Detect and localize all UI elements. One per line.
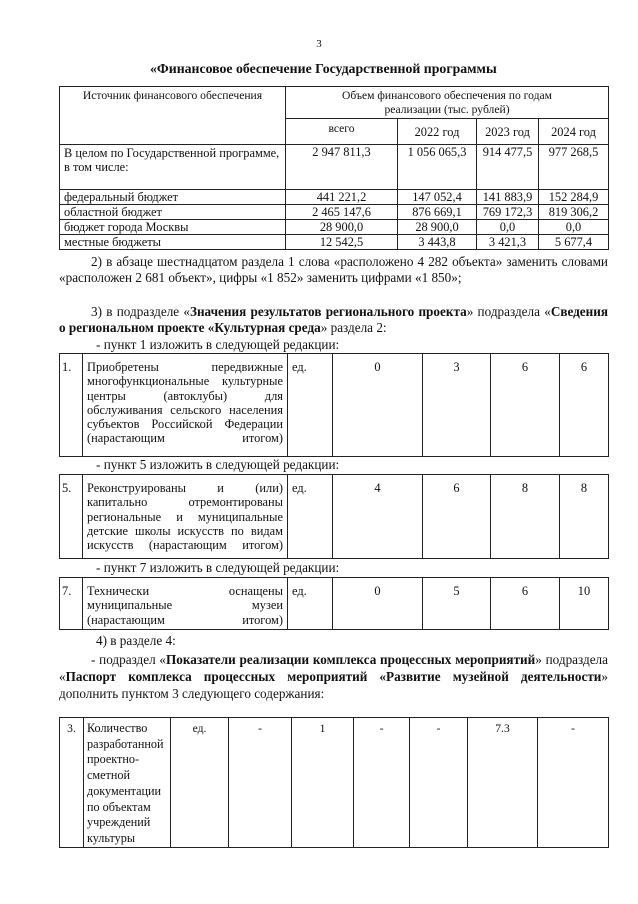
item-value-3: 6 bbox=[491, 354, 560, 457]
table-row bbox=[60, 205, 609, 220]
finance-table bbox=[59, 86, 609, 250]
table-row bbox=[60, 578, 609, 630]
para-3-text-1: 3) в подразделе « bbox=[91, 304, 190, 319]
para-4-bold-1: Показатели реализации комплекса процессных мероприятий bbox=[166, 652, 536, 667]
item-number: 3. bbox=[60, 718, 84, 848]
para-4-text-2: » подраздела « bbox=[59, 652, 608, 684]
col-2022: 2022 год bbox=[398, 119, 477, 145]
section-heading: «Финансовое обеспечение Государственной программы bbox=[150, 61, 497, 76]
finance-table-header-row bbox=[60, 87, 609, 119]
table-row bbox=[60, 475, 609, 559]
item-text-content: Приобретены передвижные многофункциональные культурные центры (автоклубы) для обслуживания сельского населения субъектов Российской Федерации (нарастающим итогом) bbox=[87, 360, 283, 446]
item-value-4: 6 bbox=[560, 354, 609, 457]
item-value-3: 6 bbox=[491, 578, 560, 630]
page-number: 3 bbox=[316, 38, 322, 50]
item-value-1: 0 bbox=[333, 578, 423, 630]
row-label: областной бюджет bbox=[60, 205, 286, 220]
note-item-5: - пункт 5 изложить в следующей редакции: bbox=[96, 457, 340, 472]
row-label: федеральный бюджет bbox=[60, 190, 286, 205]
item-cell-4: - bbox=[410, 718, 468, 848]
item-number: 7. bbox=[60, 578, 83, 630]
result-table-item-7 bbox=[59, 577, 609, 630]
row-2022: 28 900,0 bbox=[398, 220, 477, 235]
row-2023: 769 172,3 bbox=[477, 205, 539, 220]
result-table-item-5 bbox=[59, 474, 609, 559]
row-2023: 0,0 bbox=[477, 220, 539, 235]
item-cell-5: 7.3 bbox=[468, 718, 538, 848]
para-4-bold-2: Паспорт комплекса процессных мероприятий «Развитие музейной деятельности bbox=[65, 669, 602, 684]
paragraph-4-sub bbox=[59, 651, 608, 702]
col-total: всего bbox=[286, 119, 398, 145]
item-value-2: 3 bbox=[423, 354, 491, 457]
row-2022: 3 443,8 bbox=[398, 235, 477, 250]
col-2023: 2023 год bbox=[477, 119, 539, 145]
item-cell-1: - bbox=[229, 718, 292, 848]
item-value-3: 8 bbox=[491, 475, 560, 559]
row-2024: 5 677,4 bbox=[539, 235, 609, 250]
item-value-4: 10 bbox=[560, 578, 609, 630]
row-2022: 147 052,4 bbox=[398, 190, 477, 205]
note-item-1: - пункт 1 изложить в следующей редакции: bbox=[96, 337, 340, 352]
row-total: 2 947 811,3 bbox=[286, 145, 398, 190]
item-unit: ед. bbox=[288, 578, 333, 630]
paragraph-3 bbox=[59, 304, 608, 336]
row-2024: 819 306,2 bbox=[539, 205, 609, 220]
item-unit: ед. bbox=[288, 354, 333, 457]
row-2023: 914 477,5 bbox=[477, 145, 539, 190]
paragraph-4: 4) в разделе 4: bbox=[96, 633, 176, 648]
item-unit: ед. bbox=[171, 718, 229, 848]
para-3-bold-1: Значения результатов регионального проекта bbox=[190, 304, 467, 319]
item-number: 5. bbox=[60, 475, 83, 559]
item-text bbox=[83, 475, 288, 559]
item-value-1: 4 bbox=[333, 475, 423, 559]
table-row bbox=[60, 718, 609, 848]
row-total: 441 221,2 bbox=[286, 190, 398, 205]
paragraph-2: 2) в абзаце шестнадцатом раздела 1 слова «расположено 4 282 объекта» заменить словами «расположен 2 681 объект», цифры «1 852» заменить цифрами «1 850»; bbox=[59, 254, 608, 285]
col-2024: 2024 год bbox=[539, 119, 609, 145]
row-2022: 876 669,1 bbox=[398, 205, 477, 220]
para-4-text-3: » дополнить пунктом 3 следующего содержания: bbox=[59, 669, 608, 701]
row-label: В целом по Государственной программе, в том числе: bbox=[60, 145, 286, 190]
para-3-text-3: » раздела 2: bbox=[320, 320, 387, 335]
item-text: Количество разработанной проектно-сметной документации по объектам учреждений культуры bbox=[84, 718, 171, 848]
table-row bbox=[60, 354, 609, 457]
result-table-item-1 bbox=[59, 353, 609, 457]
item-value-4: 8 bbox=[560, 475, 609, 559]
item-value-1: 0 bbox=[333, 354, 423, 457]
item-text-content: Технически оснащены муниципальные музеи (нарастающим итогом) bbox=[87, 584, 283, 627]
para-4-text-1: - подраздел « bbox=[91, 652, 167, 667]
row-2023: 141 883,9 bbox=[477, 190, 539, 205]
process-indicators-table bbox=[59, 717, 609, 848]
row-2024: 152 284,9 bbox=[539, 190, 609, 205]
para-3-bold-2: Сведения о региональном проекте «Культурная среда bbox=[59, 304, 608, 335]
table-row bbox=[60, 220, 609, 235]
table-row bbox=[60, 235, 609, 250]
para-3-text-2: » подраздела « bbox=[466, 304, 551, 319]
header-volume: Объем финансового обеспечения по годам реализации (тыс. рублей) bbox=[286, 87, 609, 119]
row-total: 2 465 147,6 bbox=[286, 205, 398, 220]
item-value-2: 5 bbox=[423, 578, 491, 630]
table-row bbox=[60, 145, 609, 190]
item-cell-6: - bbox=[538, 718, 609, 848]
item-text bbox=[83, 578, 288, 630]
row-2022: 1 056 065,3 bbox=[398, 145, 477, 190]
row-2024: 977 268,5 bbox=[539, 145, 609, 190]
row-total: 12 542,5 bbox=[286, 235, 398, 250]
item-text-content: Реконструированы и (или) капитально отремонтированы региональные и муниципальные детские школы искусств по видам искусств (нарастающим итогом) bbox=[87, 481, 283, 553]
note-item-7: - пункт 7 изложить в следующей редакции: bbox=[96, 560, 340, 575]
item-text bbox=[83, 354, 288, 457]
row-2024: 0,0 bbox=[539, 220, 609, 235]
header-source: Источник финансового обеспечения bbox=[60, 87, 286, 145]
item-unit: ед. bbox=[288, 475, 333, 559]
row-label: местные бюджеты bbox=[60, 235, 286, 250]
row-2023: 3 421,3 bbox=[477, 235, 539, 250]
item-cell-2: 1 bbox=[292, 718, 354, 848]
item-number: 1. bbox=[60, 354, 83, 457]
table-row bbox=[60, 190, 609, 205]
item-cell-3: - bbox=[354, 718, 410, 848]
row-total: 28 900,0 bbox=[286, 220, 398, 235]
item-value-2: 6 bbox=[423, 475, 491, 559]
row-label: бюджет города Москвы bbox=[60, 220, 286, 235]
